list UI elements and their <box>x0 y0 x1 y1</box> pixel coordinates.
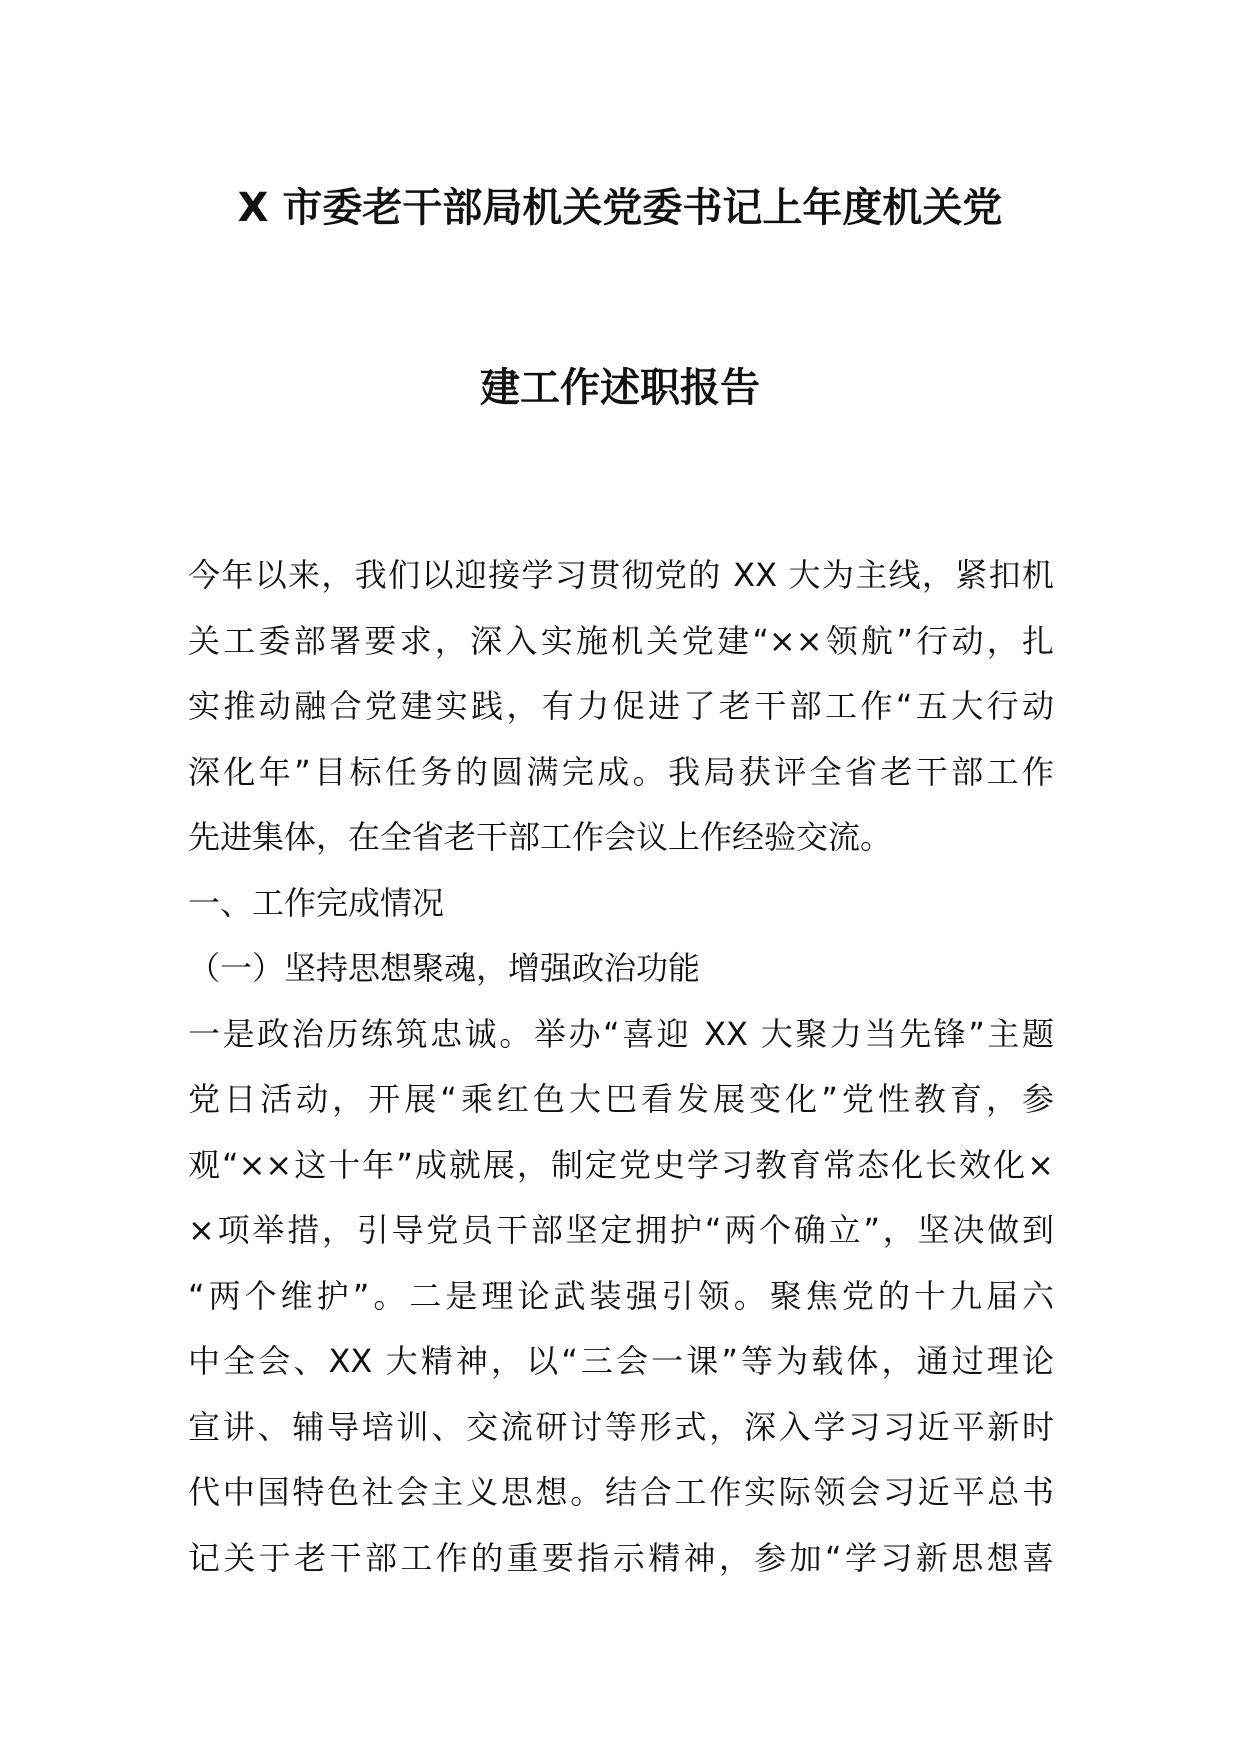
body-line: 先进集体，在全省老干部工作会议上作经验交流。 <box>188 818 893 856</box>
body-line: 今年以来，我们以迎接学习贯彻党的 XX 大为主线，紧扣机 <box>188 556 1054 594</box>
body-line: 关工委部署要求，深入实施机关党建“××领航”行动，扎 <box>188 621 1054 660</box>
body-line: 代中国特色社会主义思想。结合工作实际领会习近平总书 <box>188 1473 1054 1511</box>
body-line: 宣讲、辅导培训、交流研讨等形式，深入学习习近平新时 <box>188 1407 1054 1446</box>
body-line: 党日活动，开展“乘红色大巴看发展变化”党性教育，参 <box>188 1080 1054 1118</box>
body-line: （一）坚持思想聚魂，增强政治功能 <box>188 949 701 987</box>
body-line: 一、工作完成情况 <box>188 883 445 922</box>
document-body <box>188 543 1054 1591</box>
body-line: 中全会、XX 大精神，以“三会一课”等为载体，通过理论 <box>188 1342 1054 1380</box>
body-line: 深化年”目标任务的圆满完成。我局获评全省老干部工作 <box>188 752 1054 791</box>
document-title-line-2: 建工作述职报告 <box>480 365 760 411</box>
body-line: 一是政治历练筑忠诚。举办“喜迎 XX 大聚力当先锋”主题 <box>188 1014 1054 1053</box>
body-line: ×项举措，引导党员干部坚定拥护“两个确立”，坚决做到 <box>188 1211 1054 1249</box>
body-line: “两个维护”。二是理论武装强引领。聚焦党的十九届六 <box>188 1276 1054 1315</box>
body-line: 记关于老干部工作的重要指示精神，参加“学习新思想喜 <box>188 1538 1054 1577</box>
body-line: 观“××这十年”成就展，制定党史学习教育常态化长效化× <box>188 1145 1054 1184</box>
body-line: 实推动融合党建实践，有力促进了老干部工作“五大行动 <box>188 687 1054 725</box>
document-title-line-1: X 市委老干部局机关党委书记上年度机关党 <box>237 185 1003 231</box>
